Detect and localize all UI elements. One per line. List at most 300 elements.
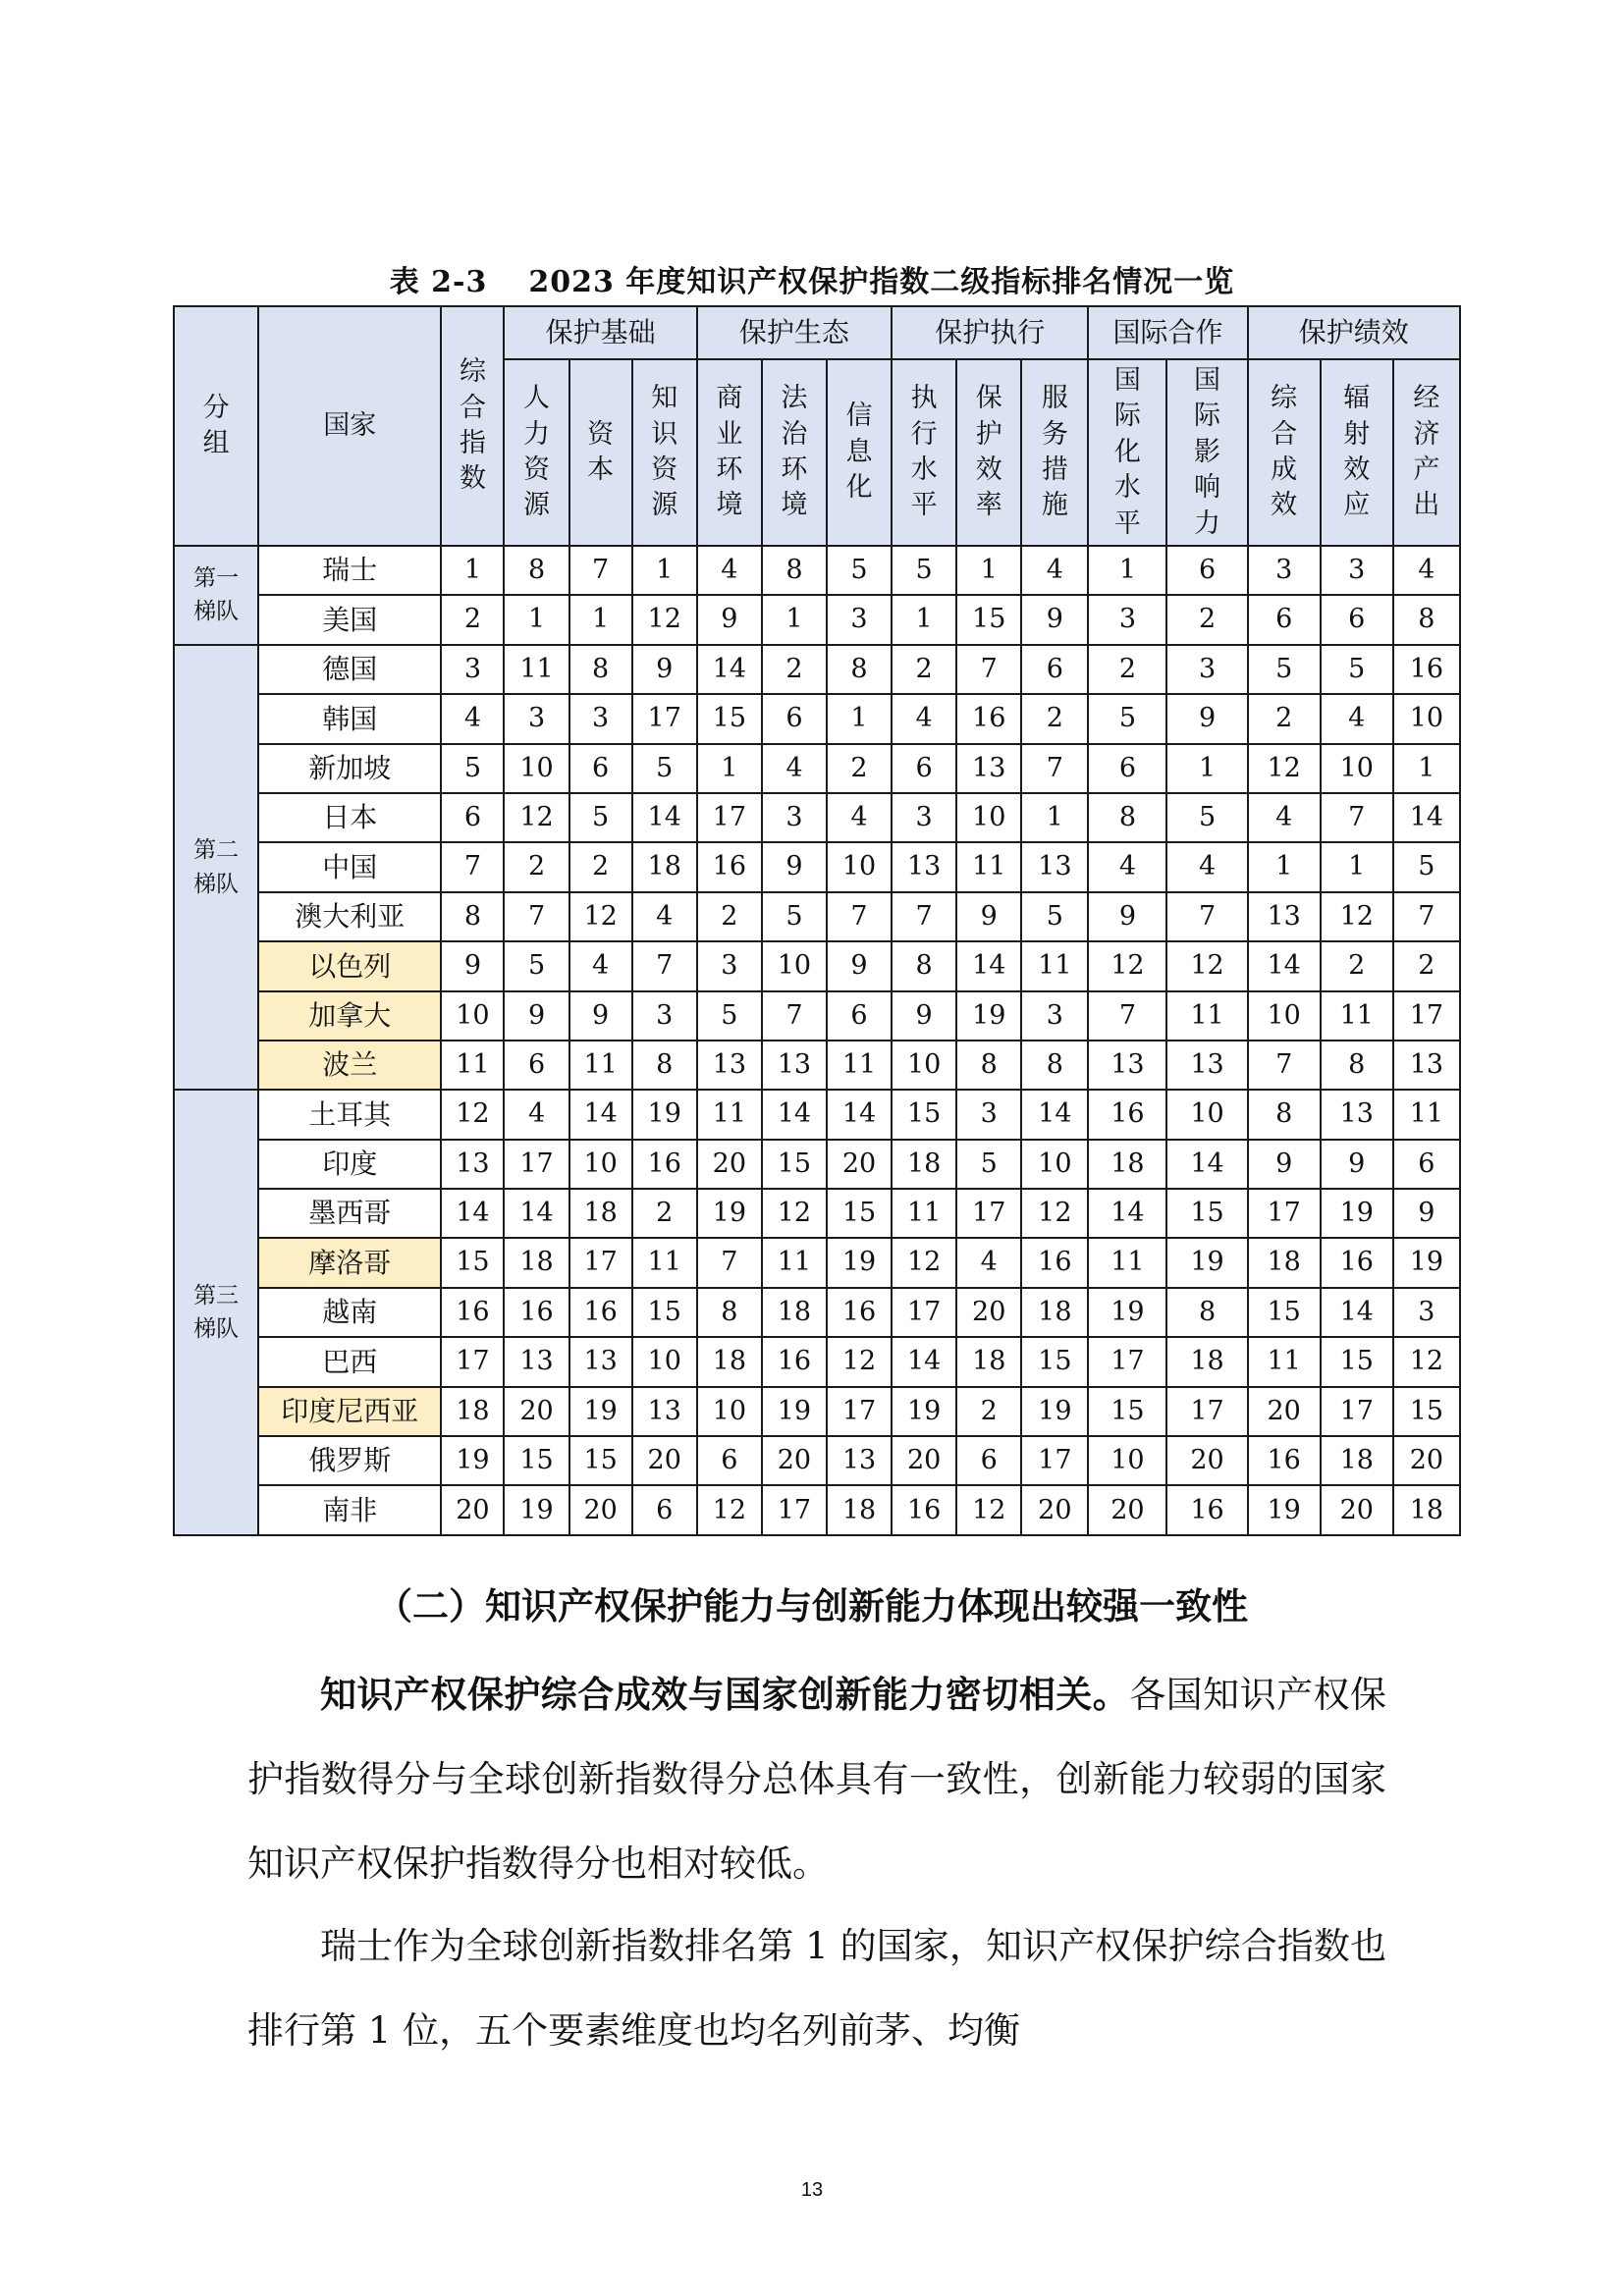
rank-cell: 5 (1166, 793, 1247, 842)
rank-cell: 16 (762, 1337, 827, 1386)
table-row (174, 1485, 1460, 1535)
paragraph: 瑞士作为全球创新指数排名第 1 的国家，知识产权保护综合指数也排行第 1 位，五个要素维度也均名列前茅、均衡 (247, 1925, 1386, 2052)
rank-cell: 8 (956, 1041, 1021, 1090)
rank-cell: 5 (441, 744, 504, 793)
rank-cell: 7 (1021, 744, 1088, 793)
rank-cell: 12 (632, 595, 697, 644)
table-row (174, 645, 1460, 694)
rank-cell: 10 (1393, 694, 1460, 743)
table-row (174, 1238, 1460, 1287)
rank-cell: 10 (1166, 1090, 1247, 1139)
header-overall: 综合指数 (441, 306, 504, 546)
rank-cell: 6 (1321, 595, 1393, 644)
rank-cell: 17 (697, 793, 762, 842)
rank-cell: 11 (956, 842, 1021, 891)
rank-cell: 9 (441, 941, 504, 990)
page-number: 13 (800, 2179, 824, 2201)
rank-cell: 17 (1321, 1387, 1393, 1436)
group-label: 第二梯队 (174, 645, 258, 1091)
rank-cell: 1 (632, 546, 697, 595)
rank-cell: 4 (569, 941, 632, 990)
rank-cell: 14 (827, 1090, 892, 1139)
rank-cell: 20 (1166, 1436, 1247, 1485)
rank-cell: 6 (762, 694, 827, 743)
rank-cell: 5 (1321, 645, 1393, 694)
rank-cell: 15 (1166, 1189, 1247, 1238)
rank-cell: 8 (1248, 1090, 1321, 1139)
rank-cell: 11 (1393, 1090, 1460, 1139)
rank-cell: 14 (441, 1189, 504, 1238)
rank-cell: 10 (441, 991, 504, 1041)
rank-cell: 10 (697, 1387, 762, 1436)
rank-cell: 18 (956, 1337, 1021, 1386)
country-cell: 加拿大 (258, 991, 441, 1041)
rank-cell: 13 (1393, 1041, 1460, 1090)
rank-cell: 4 (1393, 546, 1460, 595)
rank-cell: 7 (892, 892, 956, 941)
rank-cell: 4 (697, 546, 762, 595)
rank-cell: 20 (827, 1140, 892, 1189)
rank-cell: 18 (632, 842, 697, 891)
rank-cell: 9 (1166, 694, 1247, 743)
rank-cell: 13 (762, 1041, 827, 1090)
rank-cell: 13 (1088, 1041, 1166, 1090)
rank-cell: 11 (1088, 1238, 1166, 1287)
rank-cell: 13 (697, 1041, 762, 1090)
rank-cell: 9 (1248, 1140, 1321, 1189)
rank-cell: 18 (892, 1140, 956, 1189)
rank-cell: 13 (956, 744, 1021, 793)
paragraph-text: 各国知识产权保护指数得分与全球创新指数得分总体具有一致性，创新能力较弱的国家知识产权保护指数得分也相对较低。 (247, 1674, 1387, 1885)
rank-cell: 2 (504, 842, 568, 891)
rank-cell: 7 (504, 892, 568, 941)
rank-cell: 8 (569, 645, 632, 694)
rank-cell: 15 (632, 1288, 697, 1337)
rank-cell: 17 (1248, 1189, 1321, 1238)
table-row (174, 1189, 1460, 1238)
rank-cell: 7 (1088, 991, 1166, 1041)
rank-cell: 14 (1248, 941, 1321, 990)
country-cell: 印度 (258, 1140, 441, 1189)
rank-cell: 5 (632, 744, 697, 793)
rank-cell: 18 (1021, 1288, 1088, 1337)
rank-cell: 6 (1088, 744, 1166, 793)
rank-cell: 13 (1166, 1041, 1247, 1090)
country-cell: 越南 (258, 1288, 441, 1337)
rank-cell: 3 (1166, 645, 1247, 694)
rank-cell: 16 (632, 1140, 697, 1189)
rank-cell: 8 (827, 645, 892, 694)
rank-cell: 19 (1393, 1238, 1460, 1287)
rank-cell: 15 (569, 1436, 632, 1485)
rank-cell: 2 (569, 842, 632, 891)
rank-cell: 12 (1248, 744, 1321, 793)
rank-cell: 10 (1088, 1436, 1166, 1485)
rank-cell: 15 (1393, 1387, 1460, 1436)
rank-cell: 19 (1021, 1387, 1088, 1436)
rank-cell: 16 (1248, 1436, 1321, 1485)
table-row (174, 1387, 1460, 1436)
rank-cell: 1 (1248, 842, 1321, 891)
rank-cell: 11 (1321, 991, 1393, 1041)
rank-cell: 10 (827, 842, 892, 891)
rank-cell: 19 (697, 1189, 762, 1238)
rank-cell: 4 (632, 892, 697, 941)
ranking-table (173, 305, 1461, 1536)
rank-cell: 10 (569, 1140, 632, 1189)
rank-cell: 3 (632, 991, 697, 1041)
rank-cell: 12 (956, 1485, 1021, 1535)
rank-cell: 16 (441, 1288, 504, 1337)
rank-cell: 3 (1321, 546, 1393, 595)
country-cell: 中国 (258, 842, 441, 891)
rank-cell: 5 (956, 1140, 1021, 1189)
rank-cell: 2 (1088, 645, 1166, 694)
rank-cell: 20 (1088, 1485, 1166, 1535)
rank-cell: 6 (569, 744, 632, 793)
rank-cell: 20 (1321, 1485, 1393, 1535)
rank-cell: 12 (1321, 892, 1393, 941)
header-sub: 信息化 (827, 359, 892, 546)
rank-cell: 16 (569, 1288, 632, 1337)
rank-cell: 16 (892, 1485, 956, 1535)
rank-cell: 20 (697, 1140, 762, 1189)
rank-cell: 1 (892, 595, 956, 644)
rank-cell: 20 (632, 1436, 697, 1485)
rank-cell: 15 (441, 1238, 504, 1287)
table-row (174, 892, 1460, 941)
rank-cell: 1 (1166, 744, 1247, 793)
rank-cell: 20 (569, 1485, 632, 1535)
rank-cell: 9 (827, 941, 892, 990)
table-title: 2023 年度知识产权保护指数二级指标排名情况一览 (528, 265, 1235, 299)
rank-cell: 15 (827, 1189, 892, 1238)
rank-cell: 6 (697, 1436, 762, 1485)
rank-cell: 9 (1321, 1140, 1393, 1189)
rank-cell: 19 (1248, 1485, 1321, 1535)
header-sub: 资本 (569, 359, 632, 546)
rank-cell: 1 (827, 694, 892, 743)
rank-cell: 2 (827, 744, 892, 793)
country-cell: 印度尼西亚 (258, 1387, 441, 1436)
table-row (174, 546, 1460, 595)
rank-cell: 18 (504, 1238, 568, 1287)
rank-cell: 19 (892, 1387, 956, 1436)
country-cell: 南非 (258, 1485, 441, 1535)
table-row (174, 842, 1460, 891)
rank-cell: 16 (827, 1288, 892, 1337)
table-row (174, 1090, 1460, 1139)
rank-cell: 10 (956, 793, 1021, 842)
rank-cell: 14 (1393, 793, 1460, 842)
rank-cell: 7 (632, 941, 697, 990)
rank-cell: 12 (892, 1238, 956, 1287)
rank-cell: 12 (1393, 1337, 1460, 1386)
rank-cell: 7 (1321, 793, 1393, 842)
rank-cell: 18 (697, 1337, 762, 1386)
table-row (174, 1337, 1460, 1386)
rank-cell: 8 (441, 892, 504, 941)
country-cell: 韩国 (258, 694, 441, 743)
rank-cell: 19 (569, 1387, 632, 1436)
rank-cell: 3 (827, 595, 892, 644)
rank-cell: 8 (697, 1288, 762, 1337)
rank-cell: 4 (1088, 842, 1166, 891)
rank-cell: 7 (441, 842, 504, 891)
header-sub: 国际影响力 (1166, 359, 1247, 546)
rank-cell: 8 (1088, 793, 1166, 842)
rank-cell: 4 (441, 694, 504, 743)
rank-cell: 2 (632, 1189, 697, 1238)
rank-cell: 13 (632, 1387, 697, 1436)
rank-cell: 20 (504, 1387, 568, 1436)
country-cell: 波兰 (258, 1041, 441, 1090)
rank-cell: 1 (441, 546, 504, 595)
rank-cell: 17 (441, 1337, 504, 1386)
rank-cell: 6 (956, 1436, 1021, 1485)
country-cell: 俄罗斯 (258, 1436, 441, 1485)
rank-cell: 15 (697, 694, 762, 743)
rank-cell: 6 (1166, 546, 1247, 595)
rank-cell: 7 (827, 892, 892, 941)
rank-cell: 1 (504, 595, 568, 644)
rank-cell: 4 (1248, 793, 1321, 842)
rank-cell: 18 (569, 1189, 632, 1238)
rank-cell: 19 (441, 1436, 504, 1485)
table-row (174, 941, 1460, 990)
rank-cell: 18 (762, 1288, 827, 1337)
rank-cell: 9 (632, 645, 697, 694)
header-sub: 保护效率 (956, 359, 1021, 546)
rank-cell: 9 (892, 991, 956, 1041)
rank-cell: 8 (1393, 595, 1460, 644)
header-category: 保护基础 (504, 306, 696, 359)
rank-cell: 14 (762, 1090, 827, 1139)
table-row (174, 744, 1460, 793)
rank-cell: 10 (892, 1041, 956, 1090)
rank-cell: 12 (441, 1090, 504, 1139)
rank-cell: 2 (1393, 941, 1460, 990)
rank-cell: 20 (1021, 1485, 1088, 1535)
rank-cell: 14 (1021, 1090, 1088, 1139)
rank-cell: 6 (1248, 595, 1321, 644)
rank-cell: 19 (1166, 1238, 1247, 1287)
rank-cell: 10 (632, 1337, 697, 1386)
rank-cell: 19 (827, 1238, 892, 1287)
country-cell: 以色列 (258, 941, 441, 990)
rank-cell: 2 (1166, 595, 1247, 644)
rank-cell: 11 (1248, 1337, 1321, 1386)
country-cell: 土耳其 (258, 1090, 441, 1139)
rank-cell: 4 (827, 793, 892, 842)
group-label: 第三梯队 (174, 1090, 258, 1535)
rank-cell: 11 (1021, 941, 1088, 990)
rank-cell: 2 (441, 595, 504, 644)
rank-cell: 3 (504, 694, 568, 743)
header-sub: 综合成效 (1248, 359, 1321, 546)
rank-cell: 9 (956, 892, 1021, 941)
rank-cell: 19 (1321, 1189, 1393, 1238)
rank-cell: 17 (1021, 1436, 1088, 1485)
rank-cell: 1 (762, 595, 827, 644)
rank-cell: 16 (1088, 1090, 1166, 1139)
header-group: 分组 (174, 306, 258, 546)
rank-cell: 7 (1393, 892, 1460, 941)
rank-cell: 9 (1088, 892, 1166, 941)
rank-cell: 17 (956, 1189, 1021, 1238)
table-row (174, 1041, 1460, 1090)
rank-cell: 11 (697, 1090, 762, 1139)
table-caption (0, 261, 1624, 304)
rank-cell: 15 (892, 1090, 956, 1139)
rank-cell: 5 (569, 793, 632, 842)
rank-cell: 10 (762, 941, 827, 990)
rank-cell: 17 (827, 1387, 892, 1436)
rank-cell: 4 (1021, 546, 1088, 595)
rank-cell: 14 (569, 1090, 632, 1139)
rank-cell: 17 (1166, 1387, 1247, 1436)
rank-cell: 2 (697, 892, 762, 941)
rank-cell: 9 (569, 991, 632, 1041)
header-sub: 经济产出 (1393, 359, 1460, 546)
rank-cell: 5 (827, 546, 892, 595)
rank-cell: 13 (569, 1337, 632, 1386)
rank-cell: 12 (1021, 1189, 1088, 1238)
rank-cell: 11 (1166, 991, 1247, 1041)
rank-cell: 9 (504, 991, 568, 1041)
rank-cell: 18 (827, 1485, 892, 1535)
rank-cell: 17 (569, 1238, 632, 1287)
rank-cell: 11 (632, 1238, 697, 1287)
rank-cell: 2 (1021, 694, 1088, 743)
rank-cell: 3 (569, 694, 632, 743)
rank-cell: 2 (762, 645, 827, 694)
rank-cell: 3 (1248, 546, 1321, 595)
header-sub: 国际化水平 (1088, 359, 1166, 546)
rank-cell: 1 (1088, 546, 1166, 595)
rank-cell: 7 (1166, 892, 1247, 941)
rank-cell: 12 (1088, 941, 1166, 990)
rank-cell: 13 (1321, 1090, 1393, 1139)
rank-cell: 17 (762, 1485, 827, 1535)
rank-cell: 14 (504, 1189, 568, 1238)
rank-cell: 12 (569, 892, 632, 941)
rank-cell: 15 (504, 1436, 568, 1485)
table-row (174, 793, 1460, 842)
rank-cell: 12 (762, 1189, 827, 1238)
rank-cell: 17 (1393, 991, 1460, 1041)
rank-cell: 15 (1088, 1387, 1166, 1436)
rank-cell: 3 (697, 941, 762, 990)
rank-cell: 18 (1321, 1436, 1393, 1485)
rank-cell: 19 (504, 1485, 568, 1535)
header-sub: 辐射效应 (1321, 359, 1393, 546)
rank-cell: 18 (441, 1387, 504, 1436)
table-number: 表 2-3 (389, 265, 488, 299)
rank-cell: 12 (697, 1485, 762, 1535)
country-cell: 墨西哥 (258, 1189, 441, 1238)
rank-cell: 3 (762, 793, 827, 842)
header-category: 保护生态 (697, 306, 892, 359)
rank-cell: 4 (1321, 694, 1393, 743)
rank-cell: 10 (504, 744, 568, 793)
group-label: 第一梯队 (174, 546, 258, 645)
rank-cell: 16 (1021, 1238, 1088, 1287)
rank-cell: 3 (1393, 1288, 1460, 1337)
rank-cell: 6 (504, 1041, 568, 1090)
rank-cell: 2 (1248, 694, 1321, 743)
rank-cell: 17 (1088, 1337, 1166, 1386)
rank-cell: 19 (956, 991, 1021, 1041)
rank-cell: 17 (504, 1140, 568, 1189)
rank-cell: 8 (892, 941, 956, 990)
rank-cell: 17 (632, 694, 697, 743)
rank-cell: 12 (1166, 941, 1247, 990)
rank-cell: 5 (697, 991, 762, 1041)
rank-cell: 11 (569, 1041, 632, 1090)
rank-cell: 13 (1248, 892, 1321, 941)
rank-cell: 7 (1248, 1041, 1321, 1090)
rank-cell: 19 (632, 1090, 697, 1139)
rank-cell: 13 (827, 1436, 892, 1485)
rank-cell: 9 (697, 595, 762, 644)
rank-cell: 10 (1321, 744, 1393, 793)
rank-cell: 11 (892, 1189, 956, 1238)
rank-cell: 2 (956, 1387, 1021, 1436)
rank-cell: 18 (1248, 1238, 1321, 1287)
rank-cell: 11 (504, 645, 568, 694)
rank-cell: 1 (1393, 744, 1460, 793)
rank-cell: 5 (1393, 842, 1460, 891)
rank-cell: 6 (827, 991, 892, 1041)
table-row (174, 991, 1460, 1041)
rank-cell: 2 (1321, 941, 1393, 990)
rank-cell: 1 (1321, 842, 1393, 891)
rank-cell: 10 (1021, 1140, 1088, 1189)
rank-cell: 4 (892, 694, 956, 743)
rank-cell: 3 (1021, 991, 1088, 1041)
rank-cell: 14 (956, 941, 1021, 990)
header-sub: 知识资源 (632, 359, 697, 546)
rank-cell: 20 (956, 1288, 1021, 1337)
rank-cell: 8 (504, 546, 568, 595)
rank-cell: 4 (956, 1238, 1021, 1287)
rank-cell: 5 (504, 941, 568, 990)
paragraph-lead: 知识产权保护综合成效与国家创新能力密切相关。 (320, 1674, 1130, 1716)
country-cell: 德国 (258, 645, 441, 694)
rank-cell: 1 (1021, 793, 1088, 842)
header-sub: 人力资源 (504, 359, 568, 546)
rank-cell: 16 (1321, 1238, 1393, 1287)
rank-cell: 14 (632, 793, 697, 842)
rank-cell: 7 (956, 645, 1021, 694)
header-sub: 商业环境 (697, 359, 762, 546)
country-cell: 摩洛哥 (258, 1238, 441, 1287)
rank-cell: 1 (697, 744, 762, 793)
rank-cell: 7 (762, 991, 827, 1041)
rank-cell: 5 (1088, 694, 1166, 743)
section-heading: （二）知识产权保护能力与创新能力体现出较强一致性 (376, 1585, 1248, 1628)
rank-cell: 15 (956, 595, 1021, 644)
paragraph (247, 1653, 1386, 1906)
rank-cell: 19 (1088, 1288, 1166, 1337)
rank-cell: 4 (1166, 842, 1247, 891)
rank-cell: 16 (504, 1288, 568, 1337)
table-row (174, 595, 1460, 644)
header-sub: 服务措施 (1021, 359, 1088, 546)
rank-cell: 8 (762, 546, 827, 595)
rank-cell: 13 (441, 1140, 504, 1189)
